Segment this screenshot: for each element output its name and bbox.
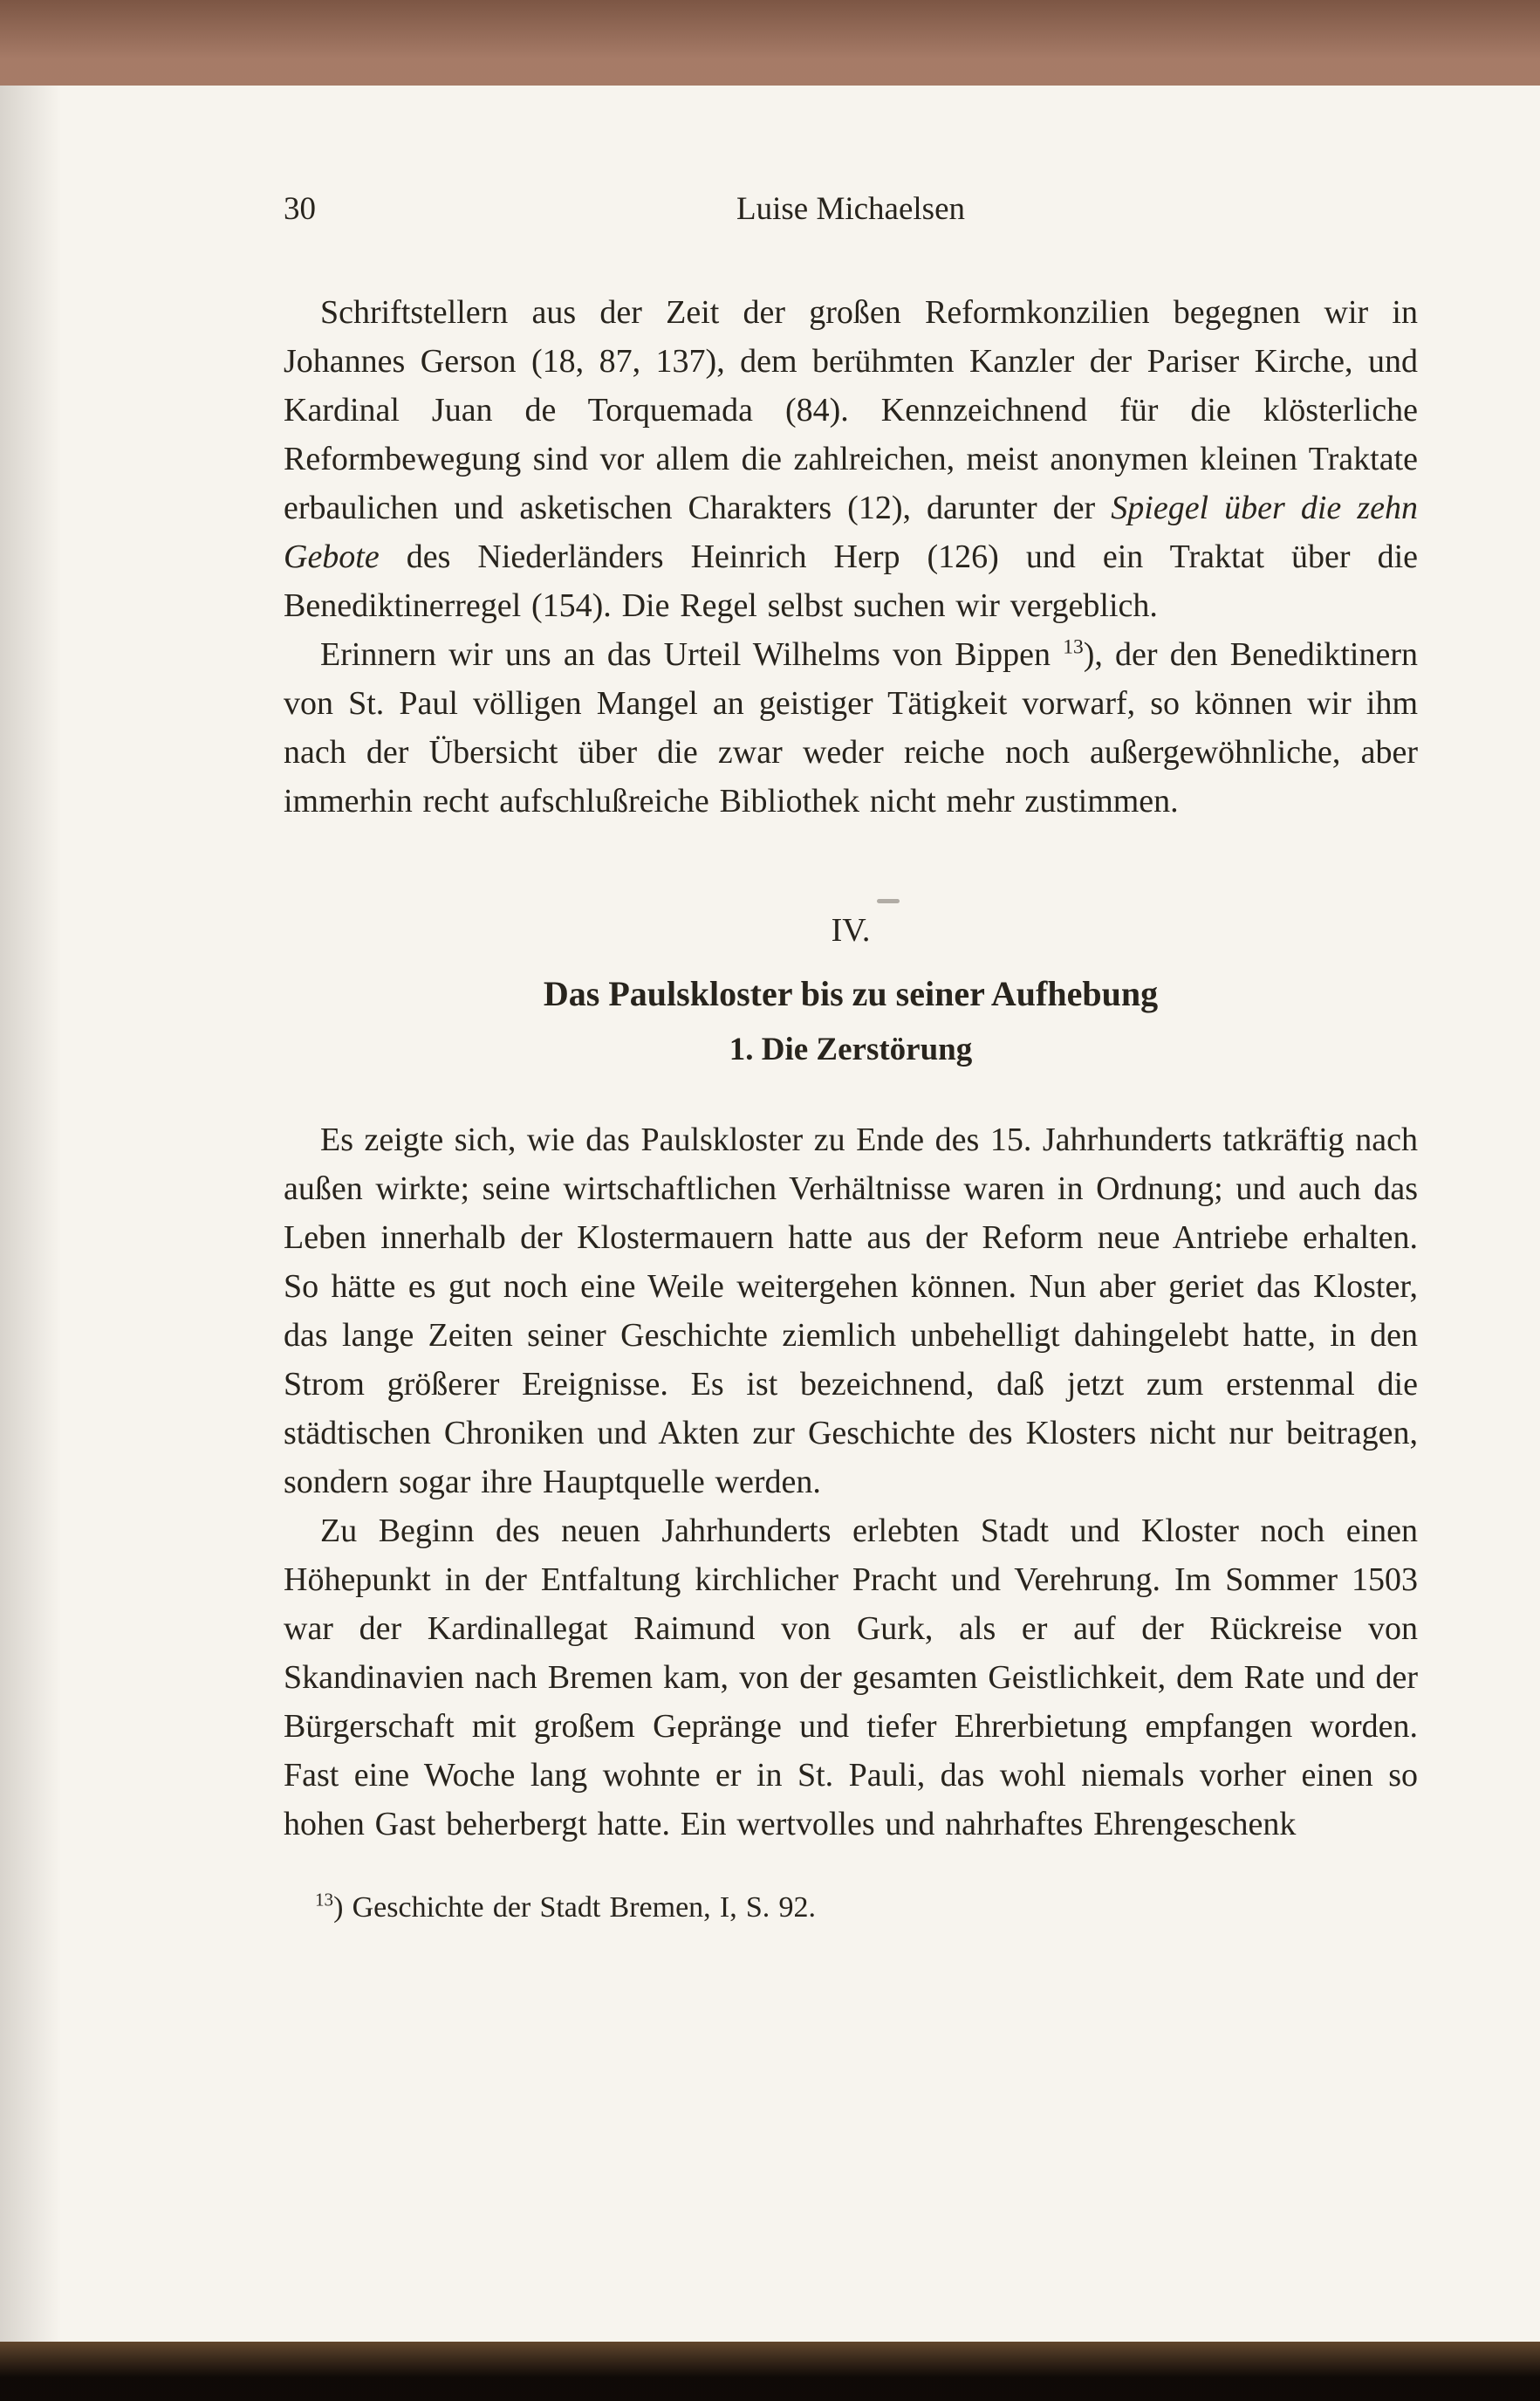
running-header-title: Luise Michaelsen (736, 191, 965, 227)
scan-smudge-artifact (877, 899, 900, 903)
scan-bottom-band (0, 2342, 1540, 2401)
section-title: Das Paulskloster bis zu seiner Aufhebung (543, 974, 1159, 1013)
page-body (284, 288, 1418, 1927)
section-subtitle: 1. Die Zerstörung (729, 1032, 973, 1067)
footnote: $^{13}$) Geschichte der Stadt Bremen, I, S. 92. (315, 1889, 817, 1924)
scan-top-band (0, 0, 1540, 86)
body-paragraph: Zu Beginn des neuen Jahrhunderts erlebten Stadt und Kloster noch einen Höhepunkt in der Entfaltung kirchlicher Pracht und Verehrung. Im Sommer 1503 war der Kardinallegat Raimund von Gurk, als er auf der Rückreise von Skandinavien nach Bremen kam, von der gesamten Geistlichkeit, dem Rate und der Bürgerschaft mit großem Gepränge und tiefer Ehrerbietung empfangen worden. Fast eine Woche lang wohnte er in St. Pauli, das wohl niemals vorher einen so hohen Gast beherbergt hatte. Ein wertvolles und nahrhaftes Ehrengeschenk (284, 1513, 1418, 1842)
section-heading (284, 906, 1418, 1070)
running-head (284, 190, 1418, 229)
body-paragraph: Es zeigte sich, wie das Paulskloster zu Ende des 15. Jahrhunderts tatkräftig nach außen wirkte; seine wirtschaftlichen Verhältnisse waren in Ordnung; und auch das Leben innerhalb der Klostermauern hatte aus der Reform neue Antriebe erhalten. So hätte es gut noch eine Weile weitergehen können. Nun aber geriet das Kloster, das lange Zeiten seiner Geschichte ziemlich unbehelligt dahingelebt hatte, in den Strom größerer Ereignisse. Es ist bezeichnend, daß jetzt zum erstenmal die städtischen Chroniken und Akten zur Geschichte des Klosters nicht nur beitragen, sondern sogar ihre Hauptquelle werden. (284, 1122, 1418, 1500)
section-numeral: IV. (831, 912, 871, 949)
scan-left-edge-shadow (0, 86, 61, 2342)
body-paragraph: Erinnern wir uns an das Urteil Wilhelms von Bippen $^{13}$), der den Benediktinern von St. Paul völligen Mangel an geistiger Tätigkeit vorwarf, so können wir ihm nach der Übersicht über die zwar weder reiche noch außergewöhnliche, aber immerhin recht aufschlußreiche Bibliothek nicht mehr zustimmen. (284, 635, 1418, 820)
page-number: 30 (284, 191, 316, 227)
body-paragraph: Schriftstellern aus der Zeit der großen Reformkonzilien begegnen wir in Johannes Gerson (18, 87, 137), dem berühmten Kanzler der Pariser Kirche, und Kardinal Juan de Torquemada (84). Kennzeichnend für die klösterliche Reformbewegung sind vor allem die zahlreichen, meist anonymen kleinen Traktate erbaulichen und asketischen Charakters (12), darunter der Spiegel über die zehn Gebote des Niederländers Heinrich Herp (126) und ein Traktat über die Benediktinerregel (154). Die Regel selbst suchen wir vergeblich. (284, 294, 1418, 624)
